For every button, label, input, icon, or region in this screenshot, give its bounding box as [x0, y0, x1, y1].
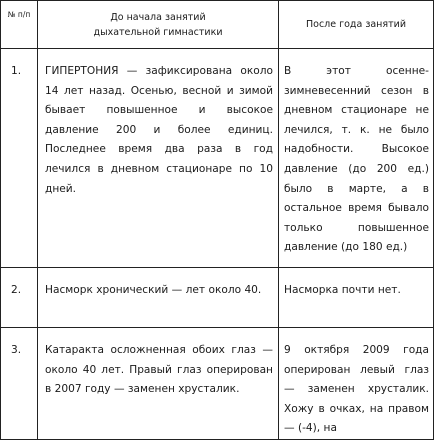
row-number: 3. [11, 344, 22, 356]
header-before-line2: дыхательной гимнастики [93, 26, 223, 38]
table-row [1, 328, 434, 440]
after-cell [279, 328, 434, 440]
after-text: 9 октября 2009 года оперирован левый глаз — заменен хрусталик. Хожу в очках, на правом — (-4), на [284, 344, 429, 435]
header-before-line1: До начала занятий [110, 11, 206, 23]
row-number: 1. [11, 65, 22, 77]
row-number-cell [1, 268, 38, 328]
before-cell [38, 328, 279, 440]
before-cell [38, 268, 279, 328]
row-number: 2. [11, 284, 22, 296]
row-number-cell [1, 328, 38, 440]
after-cell [279, 268, 434, 328]
after-cell [279, 49, 434, 268]
table-row [1, 49, 434, 268]
header-number: № п/п [1, 1, 38, 49]
header-before [38, 1, 279, 49]
table-header-row [1, 1, 434, 49]
header-after: После года занятий [279, 1, 434, 49]
table-row [1, 268, 434, 328]
before-cell [38, 49, 279, 268]
before-text: Катаракта осложненная обоих глаз — около 40 лет. Правый глаз оперирован в 2007 году — заменен хрусталик. [45, 344, 273, 396]
before-text: Насморк хронический — лет около 40. [45, 284, 262, 296]
after-text: Насморка почти нет. [284, 284, 401, 296]
after-text: В этот осенне-зимневесенний сезон в дневном стационаре не лечился, т. к. не было надобности. Высокое давление (до 200 ед.) было в марте, а в остальное время бывало только повышенное давление (до 180 ед.) [284, 65, 429, 254]
before-text: ГИПЕРТОНИЯ — зафиксирована около 14 лет назад. Осенью, весной и зимой бывает повышенное и высокое давление 200 и более единиц. Последнее время два раза в год лечился в дневном стационаре по 10 дней. [45, 65, 273, 195]
row-number-cell [1, 49, 38, 268]
